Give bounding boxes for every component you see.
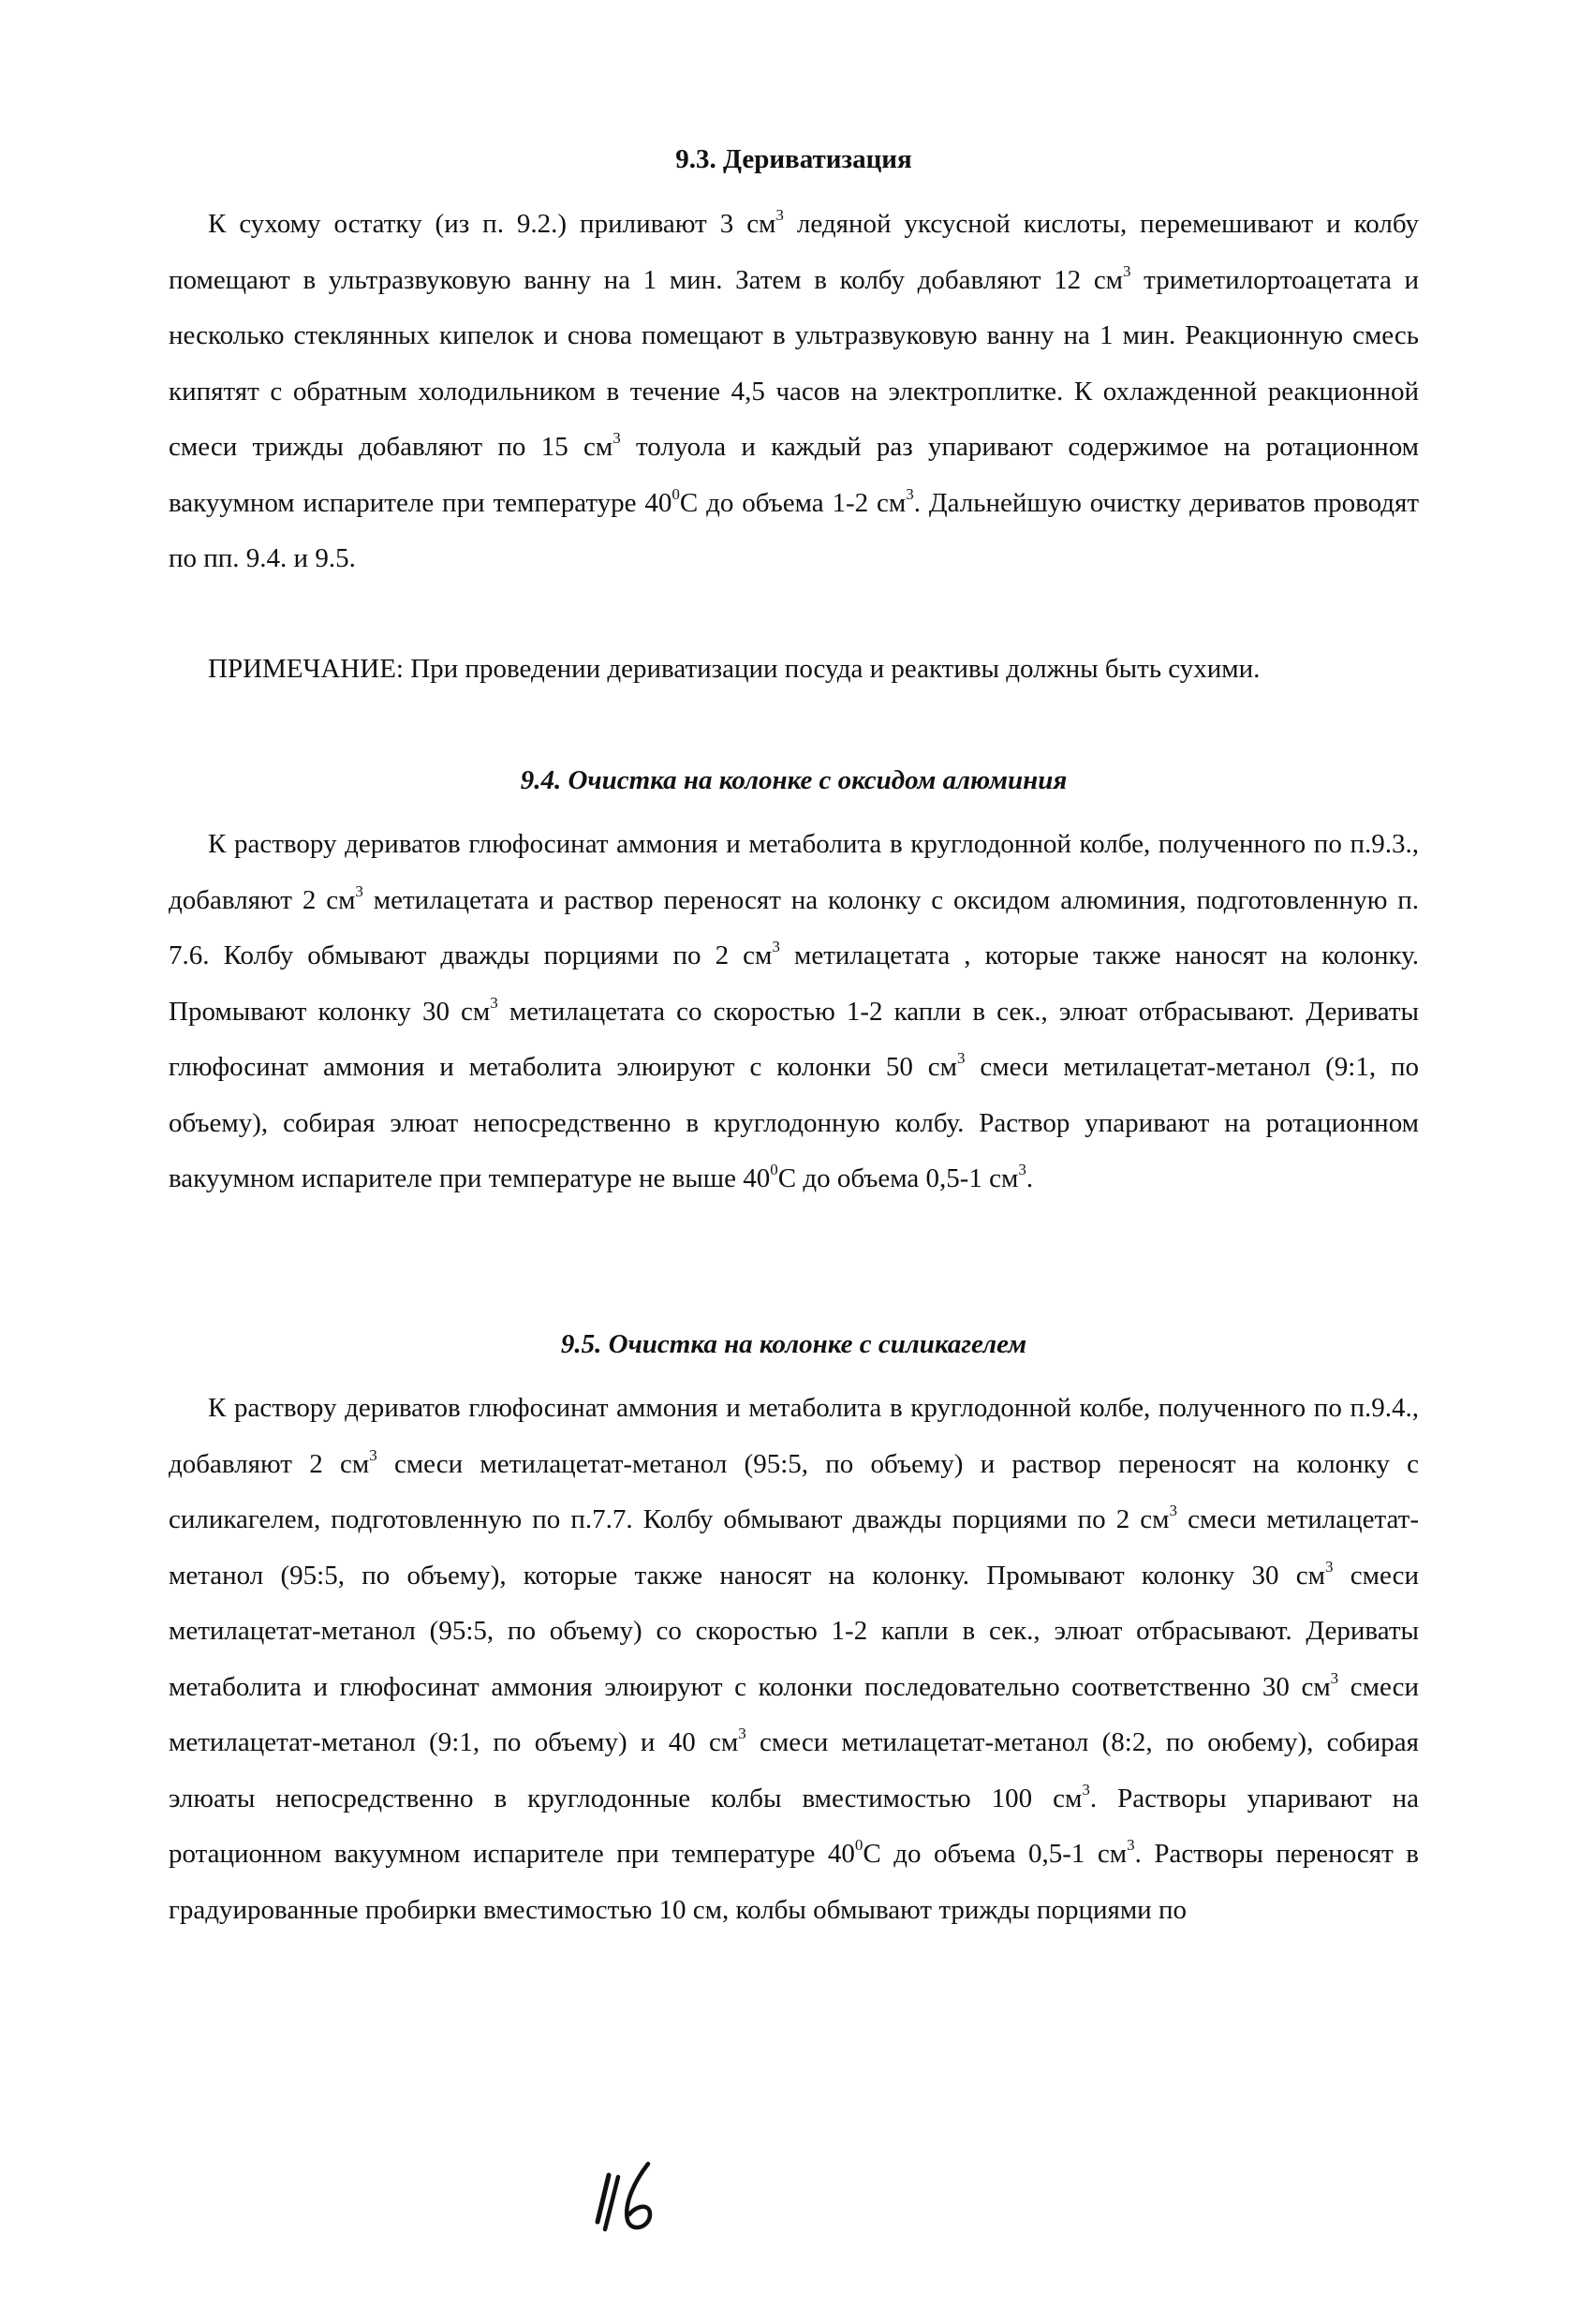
superscript: 0: [854, 1836, 863, 1854]
text-run: смеси метилацетат-метанол (95:5, по объему), которые также наносят на колонку. Промывают колонку 30 см: [169, 1504, 1419, 1591]
superscript: 3: [1018, 1161, 1026, 1178]
superscript: 3: [775, 206, 784, 224]
section-9-3: [169, 142, 1419, 176]
superscript: 3: [956, 1049, 966, 1067]
superscript: 0: [770, 1161, 778, 1178]
superscript: 3: [1127, 1836, 1135, 1854]
superscript: 0: [672, 484, 680, 503]
superscript: 3: [738, 1724, 746, 1742]
text-run: смеси метилацетат-метанол (8:2, по оюбему), собирая элюаты непосредственно в круглодонные колбы вместимостью 100 см: [169, 1727, 1420, 1813]
text-run: К раствору дериватов глюфосинат аммония и метаболита в круглодонной колбе, полученного по п.9.3., добавляют 2 см: [169, 829, 1419, 915]
superscript: 3: [613, 429, 621, 447]
superscript: 3: [1325, 1557, 1334, 1576]
paragraph: [169, 197, 1419, 587]
superscript: 3: [1123, 261, 1131, 280]
text-run: смеси метилацетат-метанол (95:5, по объему) и раствор переносят на колонку с силикагелем, подготовленную по п.7.7. Колбу обмывают дважды порциями по 2 см: [169, 1448, 1419, 1534]
text-run: .: [1026, 1163, 1034, 1193]
section-heading: 9.3. Дериватизация: [675, 144, 912, 174]
text-run: ледяной уксусной кислоты, перемешивают и колбу помещают в ультразвуковую ванну на 1 мин. Затем в колбу добавляют 12 см: [169, 209, 1419, 295]
superscript: 3: [369, 1445, 377, 1464]
section-9-5-body: [169, 1381, 1419, 1938]
section-heading: 9.5. Очистка на колонке с силикагелем: [560, 1329, 1027, 1359]
superscript: 3: [1330, 1668, 1339, 1687]
superscript: 3: [1169, 1502, 1177, 1519]
section-9-4: [169, 763, 1419, 797]
text-run: смеси метилацетат-метанол (9:1, по объему) и 40 см: [169, 1671, 1419, 1757]
text-run: . Дальнейшую очистку дериватов проводят по пп. 9.4. и 9.5.: [169, 487, 1420, 573]
text-run: метилацетата , которые также наносят на колонку. Промывают колонку 30 см: [169, 940, 1419, 1027]
section-9-3-body: [169, 197, 1419, 587]
paragraph: [169, 817, 1419, 1207]
superscript: 3: [1082, 1780, 1090, 1799]
text-run: метилацетата со скоростью 1-2 капли в сек., элюат отбрасывают. Дериваты глюфосинат аммония и метаболита элюируют с колонки 50 см: [169, 996, 1419, 1082]
note-paragraph: [169, 642, 1419, 698]
superscript: 3: [772, 938, 780, 955]
text-run: С до объема 1-2 см: [679, 487, 907, 518]
text-run: смеси метилацетат-метанол (95:5, по объему) со скоростью 1-2 капли в сек., элюат отбрасывают. Дериваты метаболита и глюфосинат аммония элюируют с колонки последовательно соответственно 30 см: [169, 1560, 1419, 1702]
text-run: ПРИМЕЧАНИЕ: При проведении дериватизации посуда и реактивы должны быть сухими.: [208, 654, 1261, 684]
text-run: С до объема 0,5-1 см: [863, 1839, 1128, 1869]
text-run: метилацетата и раствор переносят на колонку с оксидом алюминия, подготовленную п. 7.6. Колбу обмывают дважды порциями по 2 см: [169, 884, 1419, 970]
paragraph: [169, 1381, 1419, 1938]
section-9-5: [169, 1327, 1419, 1361]
handwritten-page-number: [581, 2154, 712, 2239]
text-run: К раствору дериватов глюфосинат аммония и метаболита в круглодонной колбе, полученного по п.9.4., добавляют 2 см: [169, 1393, 1419, 1479]
text-run: триметилортоацетата и несколько стеклянных кипелок и снова помещают в ультразвуковую ванну на 1 мин. Реакционную смесь кипятят с обратным холодильником в течение 4,5 часов на электроплитке. К охлажденной реакционной смеси трижды добавляют по 15 см: [169, 264, 1419, 462]
text-run: К сухому остатку (из п. 9.2.) приливают 3 см: [208, 209, 776, 239]
section-9-4-body: [169, 817, 1419, 1207]
text-run: . Растворы упаривают на ротационном вакуумном испарителе при температуре 40: [169, 1783, 1420, 1869]
superscript: 3: [490, 993, 498, 1012]
text-run: толуола и каждый раз упаривают содержимое на ротационном вакуумном испарителе при температуре 40: [169, 432, 1419, 518]
superscript: 3: [906, 484, 914, 503]
note-block: [169, 642, 1419, 698]
superscript: 3: [355, 881, 363, 900]
text-run: смеси метилацетат-метанол (9:1, по объему), собирая элюат непосредственно в круглодонную колбу. Раствор упаривают на ротационном вакуумном испарителе при температуре не выше 40: [169, 1052, 1420, 1193]
text-run: . Растворы переносят в градуированные пробирки вместимостью 10 см, колбы обмывают трижды порциями по: [169, 1839, 1419, 1925]
text-run: С до объема 0,5-1 см: [777, 1163, 1019, 1193]
section-heading: 9.4. Очистка на колонке с оксидом алюминия: [520, 765, 1068, 795]
